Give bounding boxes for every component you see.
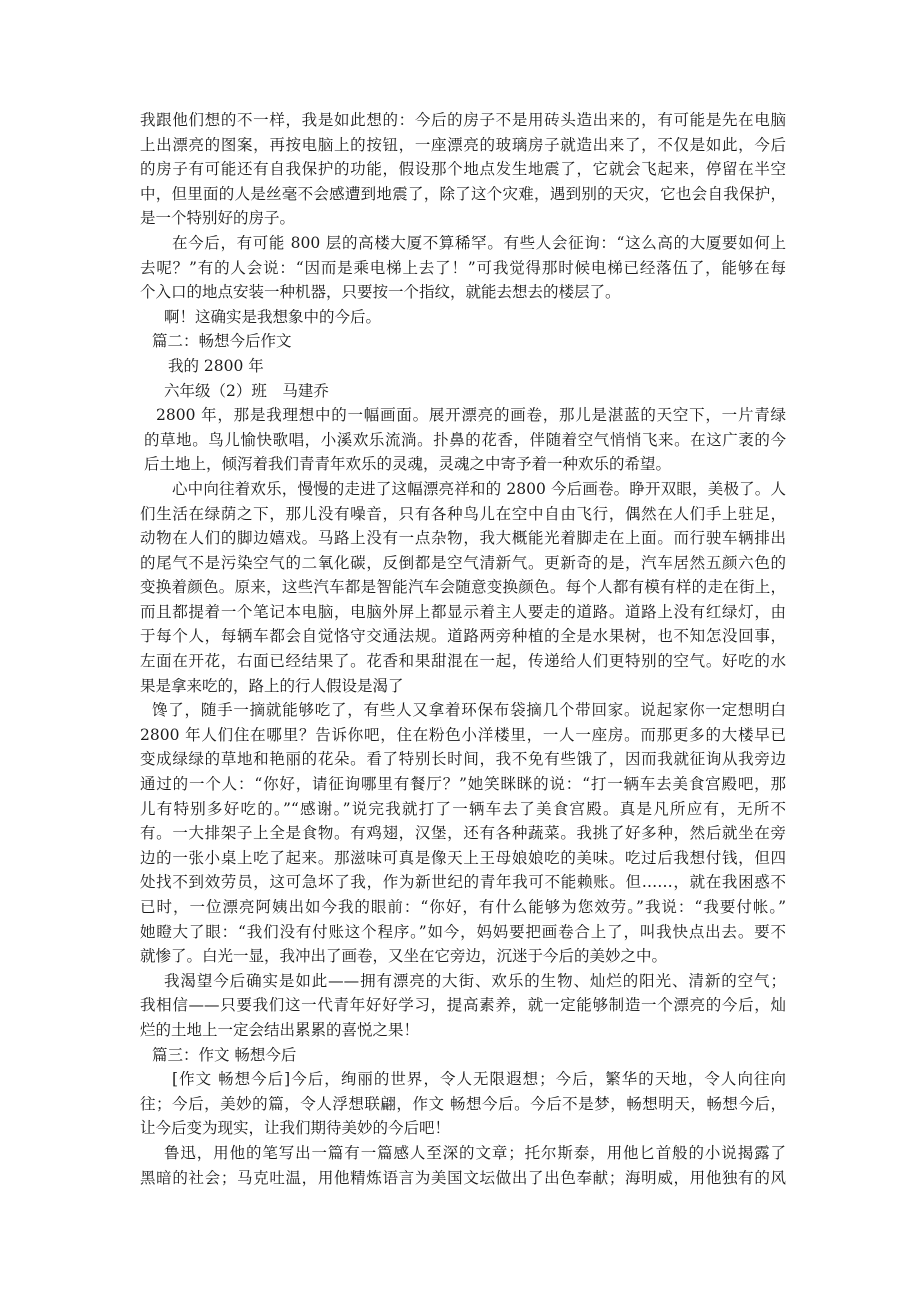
section-heading: 篇二：畅想今后作文	[152, 332, 292, 351]
text-line: 去呢？”有的人会说：“因而是乘电梯上去了！”可我觉得那时候电梯已经落伍了，能够在每	[140, 258, 786, 277]
text-line: 黑暗的社会；马克吐温，用他精炼语言为美国文坛做出了出色奉献；海明威，用他独有的风	[140, 1168, 786, 1187]
text-line: 我渴望今后确实是如此——拥有漂亮的大街、欢乐的生物、灿烂的阳光、清新的空气；	[164, 971, 786, 990]
text-line: 果是拿来吃的，路上的行人假设是渴了	[140, 676, 404, 695]
text-line: 上出漂亮的图案，再按电脑上的按钮，一座漂亮的玻璃房子就造出来了，不仅是如此，今后	[140, 135, 786, 154]
text-line: 她瞪大了眼：“我们没有付账这个程序。”如今，妈妈要把画卷合上了，叫我快点出去。要不	[140, 922, 786, 941]
text-line: 啊！这确实是我想象中的今后。	[164, 307, 382, 326]
text-line: [作文 畅想今后]今后，绚丽的世界，令人无限遐想；今后，繁华的天地，令人向往向	[172, 1070, 786, 1089]
text-line: 个入口的地点安装一种机器，只要按一个指纹，就能去想去的楼层了。	[140, 283, 621, 302]
text-line: 动物在人们的脚边嬉戏。马路上没有一点杂物，我大概能光着脚走在上面。而行驶车辆排出	[140, 529, 786, 548]
text-line: 儿有特别多好吃的。”“感谢。”说完我就打了一辆车去了美食宫殿。真是凡所应有，无所不	[140, 799, 786, 818]
text-line: 已时，一位漂亮阿姨出如今我的眼前：“你好，有什么能够为您效劳。”我说：“我要付帐。”	[140, 898, 786, 916]
text-line: 的尾气不是污染空气的二氧化碳，反倒都是空气清新气。更新奇的是，汽车居然五颜六色的	[140, 553, 786, 572]
text-line: 就惨了。白光一显，我冲出了画卷，又坐在它旁边，沉迷于今后的美妙之中。	[140, 947, 668, 966]
text-line: 2800 年，那是我理想中的一幅画面。展开漂亮的画卷，那儿是湛蓝的天空下，一片青绿	[156, 406, 786, 425]
text-line: 们生活在绿荫之下，那儿没有噪音，只有各种鸟儿在空中自由飞行，偶然在人们手上驻足，	[140, 504, 786, 523]
text-line: 2800 年人们住在哪里？告诉你吧，住在粉色小洋楼里，一人一座房。而那更多的大楼早已	[140, 725, 786, 744]
text-line: 处找不到效劳员，这可急坏了我，作为新世纪的青年我可不能赖账。但……，就在我困惑不	[140, 873, 786, 892]
text-line: 通过的一个人：“你好，请征询哪里有餐厅？”她笑眯眯的说：“打一辆车去美食宫殿吧，那	[140, 775, 786, 794]
text-line: 在今后，有可能 800 层的高楼大厦不算稀罕。有些人会征询：“这么高的大厦要如何上	[172, 233, 786, 252]
text-line: 而且都提着一个笔记本电脑，电脑外屏上都显示着主人要走的道路。道路上没有红绿灯，由	[140, 602, 786, 621]
text-line: 的房子有可能还有自我保护的功能，假设那个地点发生地震了，它就会飞起来，停留在半空	[140, 160, 786, 179]
text-line: 是一个特别好的房子。	[140, 209, 296, 228]
text-line: 的草地。鸟儿愉快歌唱，小溪欢乐流淌。扑鼻的花香，伴随着空气悄悄飞来。在这广袤的今	[144, 430, 786, 449]
text-line: 中，但里面的人是丝毫不会感遭到地震了，除了这个灾难，遇到别的天灾，它也会自我保护，	[140, 184, 786, 203]
essay-title: 我的 2800 年	[168, 356, 264, 375]
text-line: 让今后变为现实，让我们期待美妙的今后吧！	[140, 1119, 451, 1138]
document-page	[140, 108, 786, 1190]
text-line: 我跟他们想的不一样，我是如此想的：今后的房子不是用砖头造出来的，有可能是先在电脑	[140, 111, 786, 129]
text-line: 心中向往着欢乐，慢慢的走进了这幅漂亮祥和的 2800 今后画卷。睁开双眼，美极了。人	[172, 479, 786, 498]
text-line: 鲁迅，用他的笔写出一篇有一篇感人至深的文章；托尔斯泰，用他匕首般的小说揭露了	[164, 1143, 786, 1162]
text-line: 往；今后，美妙的篇，令人浮想联翩，作文 畅想今后。今后不是梦，畅想明天，畅想今后，	[140, 1094, 786, 1113]
text-line: 边的一张小桌上吃了起来。那滋味可真是像天上王母娘娘吃的美味。吃过后我想付钱，但四	[140, 848, 786, 867]
text-line: 有。一大排架子上全是食物。有鸡翅，汉堡，还有各种蔬菜。我挑了好多种，然后就坐在旁	[140, 824, 786, 843]
text-line: 我相信——只要我们这一代青年好好学习，提高素养，就一定能够制造一个漂亮的今后，灿	[140, 996, 786, 1015]
text-line: 烂的土地上一定会结出累累的喜悦之果！	[140, 1020, 420, 1039]
author-line: 六年级（2）班 马建乔	[164, 381, 329, 400]
section-heading: 篇三：作文 畅想今后	[152, 1045, 297, 1064]
text-line: 变换着颜色。原来，这些汽车都是智能汽车会随意变换颜色。每个人都有模有样的走在街上，	[140, 578, 786, 597]
text-line: 左面在开花，右面已经结果了。花香和果甜混在一起，传递给人们更特别的空气。好吃的水	[140, 652, 786, 671]
text-line: 后土地上，倾泻着我们青青年欢乐的灵魂，灵魂之中寄予着一种欢乐的希望。	[144, 455, 672, 474]
text-line: 于每个人，每辆车都会自觉恪守交通法规。道路两旁种植的全是水果树，也不知怎没回事，	[140, 627, 786, 646]
text-line: 馋了，随手一摘就能够吃了，有些人又拿着环保布袋摘几个带回家。说起家你一定想明白	[152, 701, 786, 720]
text-line: 变成绿绿的草地和艳丽的花朵。看了特别长时间，我不免有些饿了，因而我就征询从我旁边	[140, 750, 786, 769]
